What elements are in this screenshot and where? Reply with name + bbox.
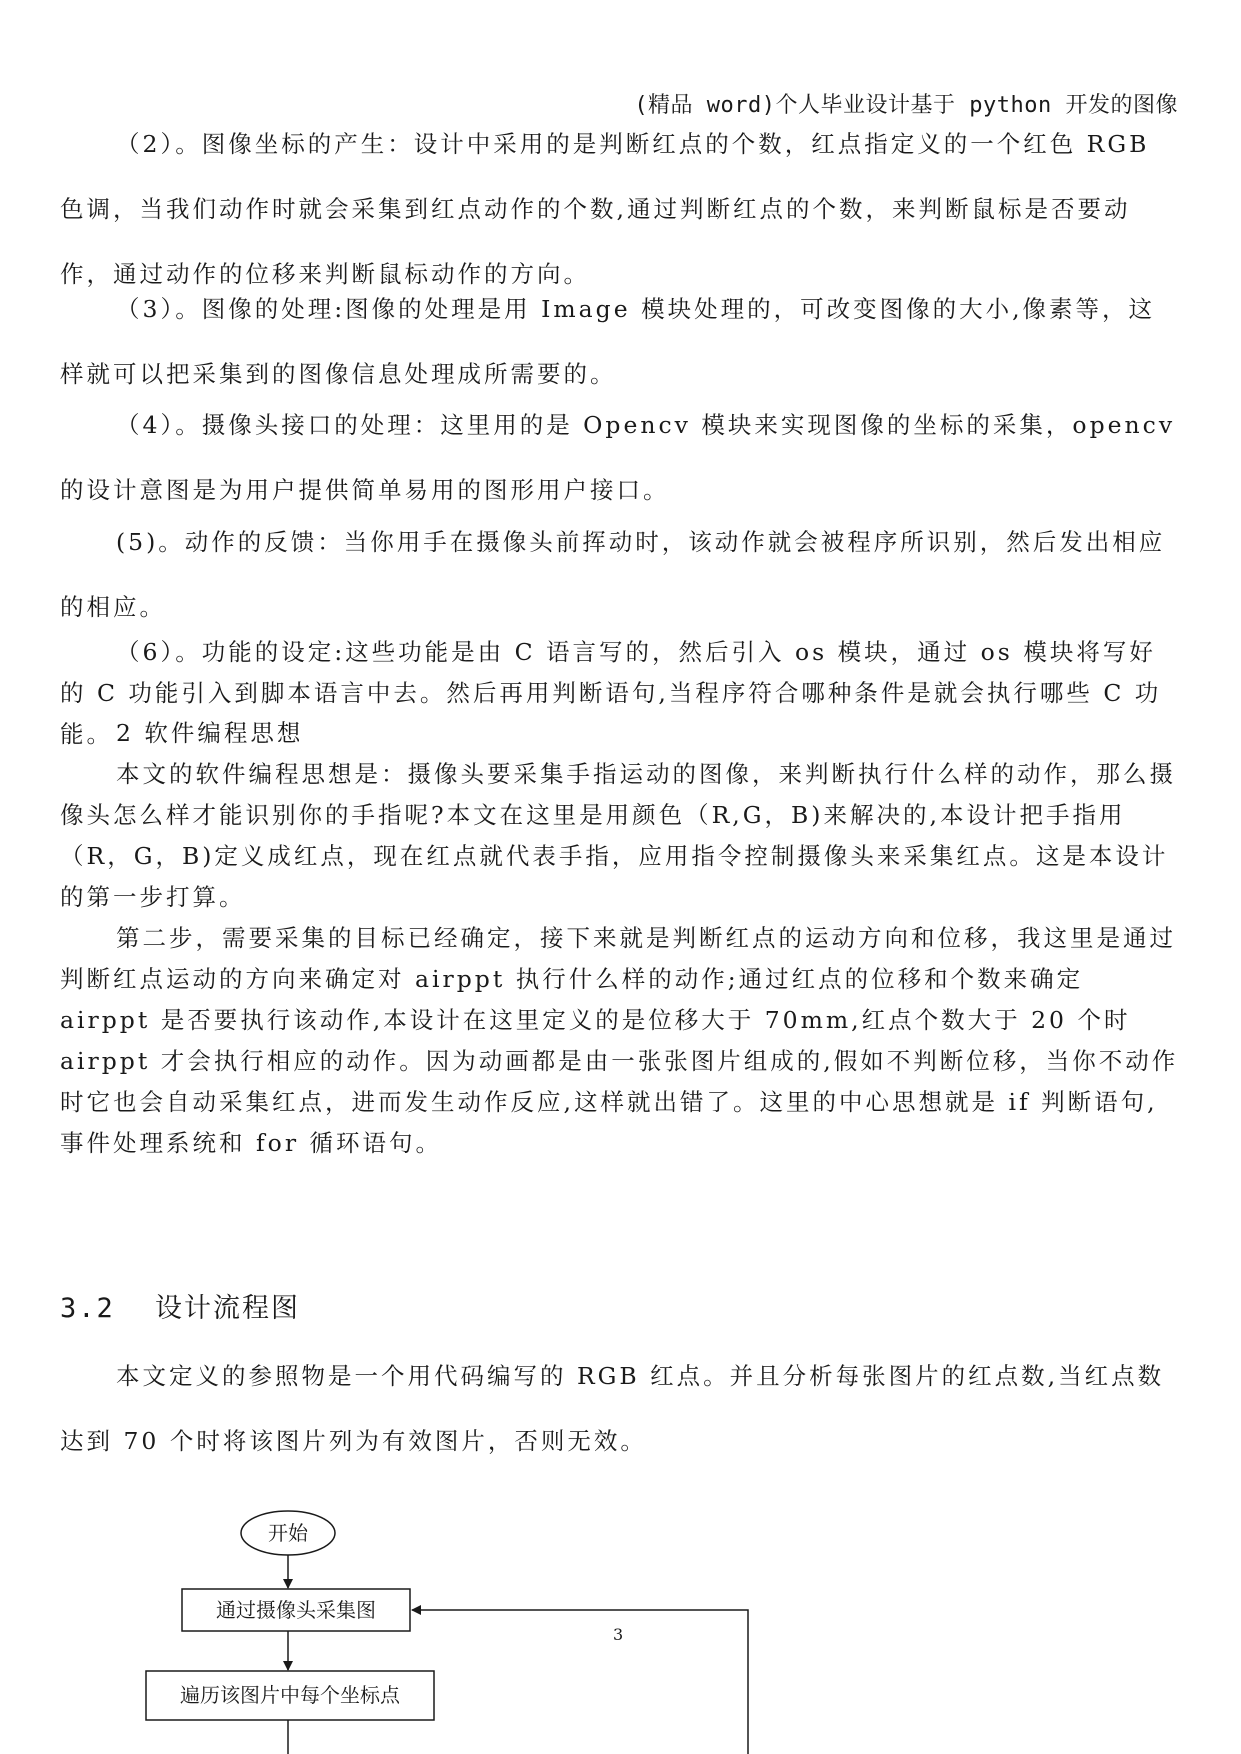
- flow-iterate-label: 遍历该图片中每个坐标点: [180, 1683, 400, 1707]
- flow-capture-label: 通过摄像头采集图: [216, 1598, 376, 1622]
- section-number: 3.2: [60, 1293, 115, 1324]
- section-heading: [60, 1286, 300, 1325]
- paragraph-programming-idea: 本文的软件编程思想是：摄像头要采集手指运动的图像，来判断执行什么样的动作，那么摄像头怎么样才能识别你的手指呢?本文在这里是用颜色（R,G，B)来解决的,本设计把手指用（R，G，B)定义成红点，现在红点就代表手指，应用指令控制摄像头来采集红点。这是本设计的第一步打算。: [60, 760, 1176, 911]
- flow-loop-back-arrow: [412, 1610, 748, 1754]
- section-title: 设计流程图: [155, 1293, 300, 1324]
- page-header: (精品 word)个人毕业设计基于 python 开发的图像: [634, 93, 1178, 118]
- paragraph-reference-object: 本文定义的参照物是一个用代码编写的 RGB 红点。并且分析每张图片的红点数,当红点数达到 70 个时将该图片列为有效图片，否则无效。: [60, 1362, 1165, 1455]
- paragraph-image-coordinates: （2）。图像坐标的产生：设计中采用的是判断红点的个数，红点指定义的一个红色 RGB 色调，当我们动作时就会采集到红点动作的个数,通过判断红点的个数，来判断鼠标是否要动作，通过动作的位移来判断鼠标动作的方向。: [60, 130, 1150, 288]
- paragraph-action-feedback: (5)。动作的反馈：当你用手在摄像头前挥动时，该动作就会被程序所识别，然后发出相应的相应。: [60, 528, 1166, 621]
- subheading-software-design: 2 软件编程思想: [116, 719, 304, 747]
- paragraph-function-setup: （6）。功能的设定:这些功能是由 C 语言写的，然后引入 os 模块，通过 os 模块将写好的 C 功能引入到脚本语言中去。然后再用判断语句,当程序符合哪种条件是就会执行哪些 C 功能。: [60, 638, 1162, 748]
- flow-start-label: 开始: [268, 1521, 308, 1545]
- page-number: 3: [613, 1625, 624, 1644]
- paragraph-step-two: 第二步，需要采集的目标已经确定，接下来就是判断红点的运动方向和位移，我这里是通过判断红点运动的方向来确定对 airppt 执行什么样的动作;通过红点的位移和个数来确定 airppt 是否要执行该动作,本设计在这里定义的是位移大于 70mm,红点个数大于 20 个时 airppt 才会执行相应的动作。因为动画都是由一张张图片组成的,假如不判断位移，当你不动作时它也会自动采集红点，进而发生动作反应,这样就出错了。这里的中心思想就是 if 判断语句,事件处理系统和 for 循环语句。: [60, 924, 1179, 1157]
- flowchart: [0, 1490, 1241, 1754]
- paragraph-camera-interface: （4）。摄像头接口的处理：这里用的是 Opencv 模块来实现图像的坐标的采集，opencv 的设计意图是为用户提供简单易用的图形用户接口。: [60, 411, 1176, 504]
- paragraph-image-processing: （3）。图像的处理:图像的处理是用 Image 模块处理的，可改变图像的大小,像素等，这样就可以把采集到的图像信息处理成所需要的。: [60, 295, 1156, 388]
